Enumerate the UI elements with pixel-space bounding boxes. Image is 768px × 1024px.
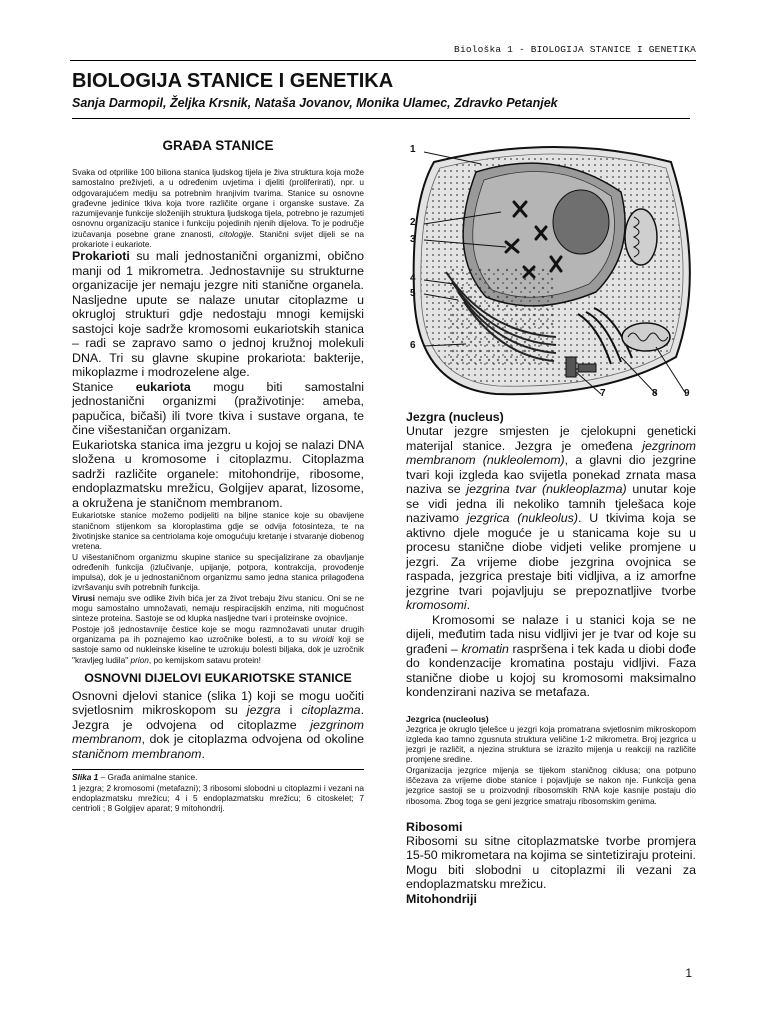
visestanicni-paragraph: U višestaničnom organizmu skupine stanice su specijalizirane za obavljanje određenih funkcija (izlučivanje, upijanje, potpora, kontrakcija, provođenje impulsa), dok je u jednostaničnom organizmu samo jedna stanica prilagođena izvršavanju svih potrebnih funkcija.	[72, 551, 364, 593]
jezgra-paragraph: Unutar jezgre smjesten je cjelokupni geneticki materijal stanice. Jezgra je omeđena jezgrinom membranom (nukleolemom), a glavni dio jezgrine tvari koji izgleda kao svijetla ponekad zrnata masa naziva se jezgrina tvar (nukleoplazma) unutar koje se vidi jedna ili nekoliko tamnih tjelešaca koje nazivamo jezgrica (nukleolus). U tkivima koja se aktivno djele moguće je u stanicama koje su u procesu stanične diobe vidjeti velike promjene u jezgri. Za vrijeme diobe jezgrina ovojnica se raspada, jezgrica prestaje biti vidljiva, a iz amorfne jezgrine tvari pojavljuju se prepoznatljive tvorbe kromosomi.	[406, 424, 697, 612]
ribosomi-paragraph: Ribosomi su sitne citoplazmatske tvorbe promjera 15-50 mikrometara na kojima se sintetiziraju proteini. Mogu biti slobodni u citoplazmi ili vezani za endoplazmatsku mrežicu.	[406, 833, 696, 892]
mitohondriji-heading: Mitohondriji	[406, 891, 477, 906]
prokarioti-paragraph: Prokarioti su mali jednostanični organizmi, obično manji od 1 mikrometra. Jednostavnije su strukturne organizacije jer nemaju jezgre niti stanične organela. Nasljedne upute se nalaze unutar citoplazme u okrugloj strukturi gdje nedostaju mnogi kemijski sastojci koje sadrže kromosomi eukariotskih stanica – radi se zapravo samo o jednoj kružnoj molekuli DNA. Tri su glavne skupine prokariota: bakterije, mikoplazme i modrozelene alge.	[72, 249, 364, 380]
figure-label-4: 4	[410, 273, 416, 284]
figure-label-7: 7	[600, 388, 606, 399]
ribosomi-heading: Ribosomi	[406, 819, 463, 834]
figure-label-9: 9	[684, 388, 690, 399]
figure-label-6: 6	[410, 340, 416, 351]
figure-label-2: 2	[410, 217, 416, 228]
section-heading-grada-stanice: GRAĐA STANICE	[162, 138, 274, 153]
left-column	[72, 132, 364, 814]
eukarioti-paragraph: Stanice eukariota mogu biti samostalni jednostanični organizmi (praživotinje: ameba, papučica, bičaši) ili tvore tkiva i sustave organa, te čine višestaničan organizam.	[72, 379, 364, 438]
intro-paragraph: Svaka od otprilike 100 biliona stanica ljudskog tijela je živa struktura koja može samostalno preživjeti, a u određenim uvjetima i djeliti (proliferirati), npr. u odgovarajućem mediju sa potrebnim hranjivim tvarima. Stanice su osnovne građevne jedinice tkiva koja tvore različite organe i organske sustave. Za razumijevanje funkcije složenijih struktura ljudskoga tijela, potrebno je razumjeti osnovnu organizaciju stanice i funkciju pojedinih njenih dijelova. To je područje izučavanja posebne grane znanosti, citologije. Stanični svijet dijeli se na prokariote i eukariote.	[72, 167, 364, 250]
figure-caption: Slika 1 – Građa animalne stanice. 1 jezgra; 2 kromosomi (metafazni); 3 ribosomi slobodni u citoplazmi i vezani na endoplazmatsku mrežicu; 4 i 5 endoplazmatsku mrežicu; 6 citoskelet; 7 centrioli ; 8 Golgijev aparat; 9 mitohondrij.	[72, 772, 364, 814]
figure-label-1: 1	[410, 144, 416, 155]
jezgrica-paragraph: Jezgrica je okruglo tjelešce u jezgri koja promatrana svjetlosnim mikroskopom izgleda kao tamno zgusnuta struktura veličine 1-2 mikrometra. Broj jezgrica u jezgri je različit, a njezina struktura se izrazito mijenja u reakciji na različite promjene sredine.	[406, 723, 696, 765]
page-number: 1	[685, 966, 692, 980]
eukariotska-stanica-paragraph: Eukariotska stanica ima jezgru u kojoj se nalazi DNA složena u kromosome i citoplazmu. Citoplazma sadrži različite organele: mitohondrije, ribosome, endoplazmatsku mrežicu, Golgijev aparat, lizosome, a okružena je staničnom membranom.	[72, 437, 364, 510]
osnovni-dijelovi-paragraph: Osnovni djelovi stanice (slika 1) koji se mogu uočiti svjetlosnim mikroskopom su jezgra i citoplazma. Jezgra je odvojena od citoplazme jezgrinom membranom, dok je citoplazma odvojena od okoline staničnom membranom.	[72, 688, 365, 761]
figure-label-8: 8	[652, 388, 658, 399]
viroidi-paragraph: Postoje još jednostavnije čestice koje se mogu razmnožavati unutar drugih organizama pa ih poznajemo kao uzročnike bolesti, a to su viroidi koji se sastoje samo od nukleinske kiseline te uzrokuju bolesti biljaka, dok je uzročnik "kravljeg ludila" prion, po kemijskom satavu protein!	[72, 623, 364, 665]
figure-label-5: 5	[410, 288, 416, 299]
animal-cell-figure	[406, 132, 696, 410]
right-column	[406, 132, 696, 906]
cell-diagram	[406, 132, 696, 410]
jezgra-heading: Jezgra (nucleus)	[406, 410, 504, 424]
document-title: BIOLOGIJA STANICE I GENETIKA	[72, 70, 394, 92]
jezgrica-organizacija-paragraph: Organizacija jezgrice mijenja se tijekom staničnog ciklusa; ona potpuno iščezava za vrijeme diobe stanice i pojavljuje se nakon nje. Funkcija gena jezgrice sastoji se u proizvodnji ribosomskih RNA koje kasnije postaju dio ribosoma. Zbog toga se geni jezgrice smatraju ribosomskim genima.	[406, 764, 696, 806]
authors-line: Sanja Darmopil, Željka Krsnik, Nataša Jovanov, Monika Ulamec, Zdravko Petanjek	[72, 96, 558, 110]
jezgrica-heading: Jezgrica (nucleolus)	[406, 713, 489, 724]
title-rule	[72, 118, 690, 119]
figure-label-3: 3	[410, 234, 416, 245]
biljne-zivotinjske-paragraph: Eukariotske stanice možemo podijeliti na biljne stanice koje su obavijene staničnom stijenkom sa kloroplastima gdje se odvija fotosinteza, te na životinjske stanice sa centriolama koje omogućuju kretanje i stvaranje diobenog vretena.	[72, 510, 364, 552]
kromosomi-paragraph: Kromosomi se nalaze i u stanici koja se ne dijeli, međutim tada nisu vidljivi jer je tvar od koje su građeni – kromatin raspršena i tek kada u diobi dođe do kondenzacije kromatina postaju vidljivi. Faza stanične diobe u kojoj su kromosomi maksimalno kondenzirani naziva se metafaza.	[406, 612, 696, 699]
section-heading-osnovni-dijelovi: OSNOVNI DIJELOVI EUKARIOTSKE STANICE	[84, 670, 352, 685]
caption-rule	[72, 769, 364, 770]
virusi-paragraph: Virusi nemaju sve odlike živih bića jer za život trebaju živu stanicu. Oni se ne mogu samostalno umnožavati, nemaju respiracijskih enzima, niti mogućnost sinteze proteina. Sastoje se od klupka nasljedne tvari i proteinske ovojnice.	[72, 592, 364, 624]
running-header: Biološka 1 - BIOLOGIJA STANICE I GENETIKA	[454, 44, 696, 55]
header-rule	[70, 60, 696, 61]
